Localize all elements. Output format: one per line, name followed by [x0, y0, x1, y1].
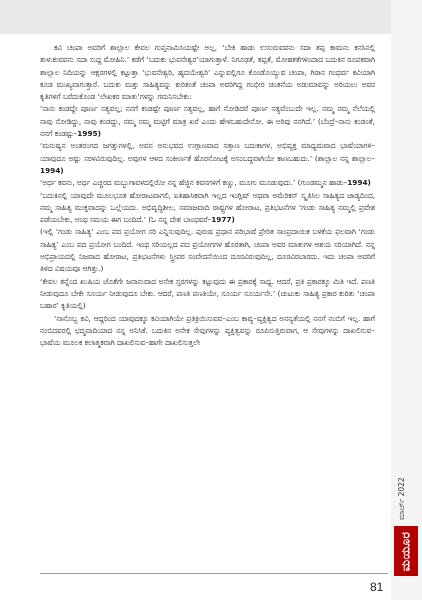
paragraph-text: ‘ನಾನೊಬ್ಬ ಕವಿ, ಆದ್ದರಿಂದ ಯಾವುದಕ್ಕೂ ಕವಿಯಾಗಿಯೇ ಪ್ರತಿಕ್ರಿಯಿಸುವವ–ಎಂಬ ಕಾವ್ಯ–ವ್ಯಕ್ತಿತ್ವದ ಅನನ್ಯತೆಯಲ್ಲಿ ನನಗೆ ನಂಬಿಗೆ ಇಲ್ಲ. ಹಾಗೆ ನಂಬಿದವರಲ್ಲಿ ಛದ್ಮವಾದಿಯಾದ ನನ್ನ ಅನಿಸಿಕೆ. ಬದುಕಿನ ಅನೇಕ ಸೇವುಗಳನ್ನು ವ್ಯಕ್ತಿತ್ವವನ್ನು ರೂಪಿಸುತ್ತಿರುವಾಗ, ಆ ಸೇವುಗಳನ್ನು ದಾಖಲಿಸುವ–ಭಾಷೆಯ ಮೂಲಕ ಕಲಾತ್ಮಕವಾಗಿ ದಾಖಲಿಸುವ–ಹಾಗೇ ದಾಖಲಿಸುತ್ತಲೇ: [40, 313, 375, 348]
paragraph: [40, 103, 375, 140]
bottom-divider: [40, 573, 388, 574]
paragraph: [40, 313, 375, 350]
top-header-band: [0, 0, 422, 34]
paragraph-text: ‘ಬದುಕಿನಲ್ಲಿ ಯಾವುದೇ ಮೂಲಭೂತ ಹೋರಾಟವಾಗಲಿ, ಐತಿಹಾಸಿಕವಾಗಿ ಇಲ್ಲದ ಇಂಗ್ಲಿಷ್ ಅಥವಾ ಅಮೆರಿಕನ್ ಸ್ಕೃತಿಸಿಲ ಸಾಹಿತ್ಯದ ಜಾಡ್ಯದಿಂದ, ನಮ್ಮ ಸಾಹಿತ್ಯ ಮುಕ್ತವಾದನ್ನು ಒಲ್ಲೆಯದು. ಅಭಿವೃದ್ಧಿಶೀಲ, ಸಮಾಜವಾದಿ ರಾಷ್ಟ್ರಗಳ ಹೋರಾಟ, ಪ್ರತಿಭಟನೆಗಳ ‘ಗಂಡು ಸಾಹಿತ್ಯ ನಮ್ಮಲ್ಲಿ ಪ್ರವೇಶ ಪಡೆಯಬೇಕು, ಅಂಥ ಸಮಯ ಈಗ ಬಂದಿದೆ.’ (ಓ ನನ್ನ ದೇಶ ಬಾಂಧವರೆ–: [40, 190, 375, 225]
paragraph: [40, 42, 375, 103]
logo-text: ಮಯೂರ: [398, 531, 413, 571]
issue-date: ಮಾರ್ಚ್ 2022: [397, 477, 406, 520]
paragraph: [40, 226, 375, 275]
paragraph-text: (ಇಲ್ಲಿ ‘ಗಂಡು ಸಾಹಿತ್ಯ’ ಎಂಬ ಪದ ಪ್ರಯೋಗ ಸರಿ ಎನ್ನಿಸುವುದಿಲ್ಲ. ಪುರುಷ ಪ್ರಧಾನ ಪರಿಭಾಷೆ ಪ್ರೇರಿತ ಸಾಂಪ್ರದಾಯಿಕ ಬಳಕೆಯ ಫಲವಾಗಿ ‘ಗಂಡು ಸಾಹಿತ್ಯ’ ಎಂಬ ಪದ ಪ್ರಯೋಗ ಬಂದಿದೆ. ಇಂಥ ಸರಿಯಲ್ಲದ ಪದ ಪ್ರಯೋಗಗಳ ಹೊರತಾಗಿ, ಚಂಪಾ ಅವರ ಮಾತುಗಳ ಆಶಯ ಸರಿಯಾಗಿದೆ. ನನ್ನ ಅಭಿಪ್ರಾಯದಲ್ಲಿ ನಿಜವಾದ ಹೋರಾಟ, ಪ್ರತಿಭಟನೆಗಳು ಸ್ತ್ರೀಪರ ಸಂವೇದನೆಯಿಂದ ದೂರವಿರುವುದಿಲ್ಲ, ದೂರವಿರಬಾರದು. ಇದು ಚಂಪಾ ಅವರಿಗೆ ತಿಳಿದ ವಿಷಯವೂ ಆಗಿತ್ತು.): [40, 227, 375, 274]
paragraph: [40, 177, 375, 189]
citation-year: 1995): [77, 129, 101, 139]
citation-year: 1994): [347, 178, 371, 188]
paragraph-text: ಕವಿ ಚಂಪಾ ಅವರಿಗೆ ಶಾಲ್ಲಾಲ ಕೇವಲ ಗುಪ್ತನಾಮಿಸಿಯಷ್ಟೇ ಅಲ್ಲ, ‘ಬೇಕಿ ಹಾಡು ಉಸುರುವವನು ಸದಾ ತಪ್ಪ ಕಾಮನು ಕನಸಿನಲ್ಲಿ ತುಳುಕುವವನು ಸದಾ ಸುದ್ದ ಮೋಹಿನಿ.’ ಕಡೆಗೆ ‘ಬದುಕು ಭುವನೇಶ್ವರ’ಯಾಗುತ್ತಾಳೆ. ನಿಗೂಢತೆ, ತಪ್ಪತೆ, ಮೋಹಕತೆಗಳಿಂದಾದ ಬದುಕಿನ ರೂಪಕವಾಗಿ ಶಾಲ್ಲಾಲ ನಿದಿಯನ್ನು ಆಕ್ಷರಗಳಲ್ಲಿ ಕಟ್ಟುತ್ತಾ ‘ಭುವನೇಶ್ವರಿ, ಹೃದಯೇಶ್ವರಿ’ ಎನ್ನುವಲ್ಲಿಗೂ ಕೊಂಡೊಯ್ಯುವ ಚಂಪಾ, ಗಿರಾನ ಗಂಧರ್ವ ಕವಿಯಾಗಿ ಕೂಡ ಮುಖ್ಯವಾಗುತ್ತಾರೆ. ಬದುಕು ಮತ್ತು ಸಾಹಿತ್ಯವನ್ನು ಕುರಿತಂತೆ ಚಂಪಾ ಅವರಿಗಿದ್ದ ಗಂಭೀರ ಚಿಂತನೆಯ ಅಡುಮಾವನ್ನು ಅರಿಯಲು ಅವರ ಕೃತಿಗಳಿಗೆ ಬರೆದುಕೊಂಡ ‘ಲೇಖಕರ ಮಾತು’ಗಳನ್ನು ಗಮನಿಸಬೇಕು:: [40, 43, 375, 102]
paragraph-text: ‘ಮನುಷ್ಯನ ಅಂತರಂಗದ ಜಗತ್ತುಗಳಲ್ಲಿ, ಅವನ ಅನುಭವದ ಉಗ್ಗಾಣವಾದ ಸತ್ತಾಣ ಬದುಕಾಗಳ, ಅಭಿವ್ಯಕ್ತ ಮಾಧ್ಯಮವಾದ ಭಾಷೆಯಾಗಳಿ– ಯಾವುದೂ ಅಷ್ಟು ಸರಳವಿರುವುದಿಲ್ಲ. ಅವುಗಳ ಆಳದ ಸಂಕೀರ್ಣತೆ ಹೊರನೋಟಕ್ಕೆ ಅಸಂಬದ್ಧವಾಗಿಯೇ ಕಾಣಬಹುದು.’ (ಶಾಲ್ಲಾಲ ನನ್ನ ಶಾಲ್ಲಾಲ–: [40, 141, 375, 163]
paragraph-text: ‘ನಾನು ಕಂಡದ್ದೇ ಪೂರ್ಣ ಸತ್ಯವಲ್ಲ; ನನಗೆ ಕಂಡಷ್ಟೇ ಪೂರ್ಣ ಸತ್ಯವಲ್ಲ, ಹಾಗೆ ನೋಡಿದರೆ ಪೂರ್ಣ ಸತ್ಯವೆಂಬುದೇ ಇಲ್ಲ. ನಮ್ಮ ನಮ್ಮ ನೆಲೆಯಲ್ಲಿ ನಾವು ನೋಡಿದ್ದು, ನಾವು ಕಂಡದ್ದು, ನಮ್ಮ ನಮ್ಮ ಮಟ್ಟಿಗೆ ಮಾತ್ರ ಖರೆ ಎಂದು ಹೇಳಬಹುದೇನೋ. ಈ ಅರಿವು ನನಗಿದೆ.’ (ಬೆಂದ್ರೆ–ನಾನು ಕಂಡಂತೆ, ನನಗೆ ಕಂಡಷ್ಟು–: [40, 104, 375, 139]
page-number: 81: [370, 580, 384, 594]
paragraph: [40, 276, 375, 313]
paragraph: [40, 140, 375, 177]
citation-year: 1994): [40, 165, 64, 175]
citation-year: 1977): [211, 215, 235, 225]
article-body: [40, 42, 375, 349]
paragraph-text: ‘ಕೇವಲ ತನ್ನೆಂದ ಖುಷಿಯ ಜೊತೆಗೇ ಜನಾನುವಾದ ಅನೇಕ ಸ್ತರಗಳನ್ನು ಕಟ್ಟುವುದು ಈ ಪ್ರಕಾರಕ್ಕೆ ಸಾಧ್ಯ. ಆದರೆ, ಪ್ರತಿ ಪ್ರಕಾರಕ್ಕೂ ಮಿತಿ ಇದೆ. ಪಣತಿ ನೀಡುವುದೂ ಬೇಕೇ ಸೂರ್ಯ ನೀಡುವುದೂ ಬೇಕು. ಆದರೆ, ಪಣತಿ ಪಣತಿಯೇ, ಸೂರ್ಯ ಸೂರ್ಯನೇ.’ (ಚುಟುಕು ಸಾಹಿತ್ಯ ಪ್ರಕಾರ ಕುರಿತು ‘ಚಂಪಾ ಬಹಾರ’ ಕೃತಿಯಲ್ಲಿ): [40, 276, 375, 311]
paragraph-text: ‘ಅರ್ಧ ಕವನು, ಅರ್ಧ ಎಚ್ಚರದ ಮಬ್ಬುಗಾವಳದಲ್ಲಿರೋ ನನ್ನ ಹೆಜ್ಜಿನ ಕವನಗಳಿಗೆ ಕಣ್ಣು, ಮೂಗು ಮೂಡುವುದು.’ (ಗುಂಡಮ್ಮನ ಹಾಡು–: [40, 178, 348, 188]
magazine-logo: [394, 526, 418, 576]
paragraph: [40, 190, 375, 227]
